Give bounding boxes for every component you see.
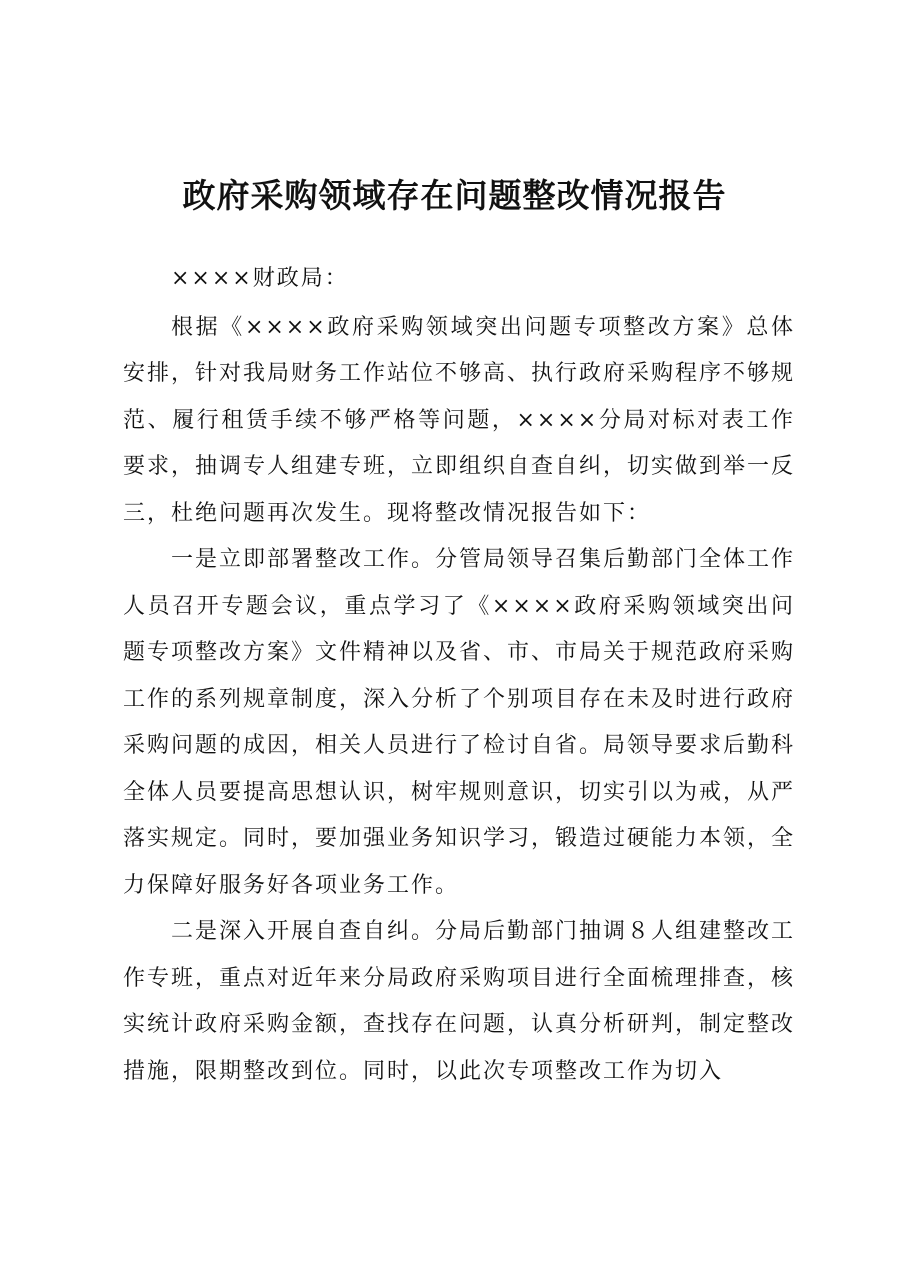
document-title: 政府采购领域存在问题整改情况报告 [182,176,727,215]
paragraph-self-inspection: 二是深入开展自查自纠。分局后勤部门抽调８人组建整改工作专班，重点对近年来分局政府采购项目进行全面梳理排查，核实统计政府采购金额，查找存在问题，认真分析研判，制定整改措施，限期整改到位。同时，以此次专项整改工作为切入 [123,919,796,1084]
salutation: ××××财政局： [171,266,349,291]
document-body [123,256,795,1095]
paragraph-deploy-rectification: 一是立即部署整改工作。分管局领导召集后勤部门全体工作人员召开专题会议，重点学习了《××××政府采购领域突出问题专项整改方案》文件精神以及省、市、市局关于规范政府采购工作的系列规章制度，深入分析了个别项目存在未及时进行政府采购问题的成因，相关人员进行了检讨自省。局领导要求后勤科全体人员要提高思想认识，树牢规则意识，切实引以为戒，从严落实规定。同时，要加强业务知识学习，锻造过硬能力本领，全力保障好服务好各项业务工作。 [123,547,796,898]
paragraph-intro: 根据《××××政府采购领域突出问题专项整改方案》总体安排，针对我局财务工作站位不够高、执行政府采购程序不够规范、履行租赁手续不够严格等问题，××××分局对标对表工作要求，抽调专人组建专班，立即组织自查自纠，切实做到举一反三，杜绝问题再次发生。现将整改情况报告如下： [123,314,796,526]
